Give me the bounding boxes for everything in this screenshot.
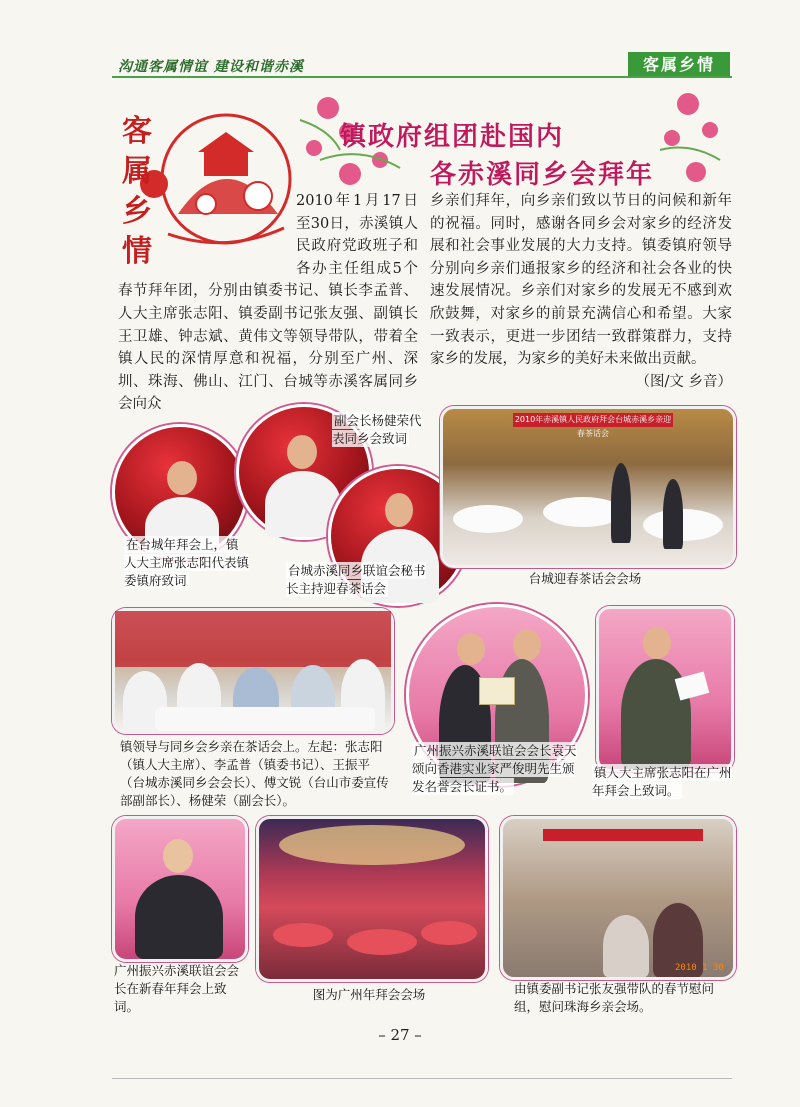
emblem-text: 客属乡情 [122, 114, 152, 269]
caption-4: 台城迎春茶话会会场 [528, 571, 642, 586]
caption-3-text: 台城赤溪同乡联谊会秘书长主持迎春茶话会 [286, 563, 426, 596]
caption-7 [592, 764, 732, 800]
hall-banner: 2010年赤溪镇人民政府拜会台城赤溪乡亲迎春茶话会 [514, 415, 672, 438]
photo-leaders-table [112, 608, 394, 734]
header-divider [112, 76, 732, 78]
caption-8: 广州振兴赤溪联谊会会长在新春年拜会上致词。 [114, 963, 240, 1014]
article-title-line2: 各赤溪同乡会拜年 [430, 160, 655, 190]
caption-10: 由镇委副书记张友强带队的春节慰问组，慰问珠海乡亲会场。 [514, 981, 715, 1014]
date-stamp: 2010 1 30 [675, 963, 724, 973]
caption-6-text: 广州振兴赤溪联谊会会长袁天颂向香港实业家严俊明先生颁发名誉会长证书。 [412, 743, 577, 794]
caption-5: 镇领导与同乡会乡亲在茶话会上。左起：张志阳（镇人大主席）、李孟普（镇委书记）、王振平（台城赤溪同乡会会长）、傅文锐（台山市委宣传部副部长）、杨健荣（副会长）。 [120, 739, 389, 808]
photo-speaker-zhang [596, 606, 734, 772]
caption-2 [332, 412, 432, 448]
caption-1-text: 在台城年拜会上，镇人大主席张志阳代表镇委镇府致词 [124, 537, 250, 588]
page-number: – 27 – [378, 1026, 422, 1044]
photo-association-president [112, 816, 248, 962]
header-slogan: 沟通客属情谊 建设和谐赤溪 [118, 59, 304, 75]
caption-7-text: 镇人大主席张志阳在广州年拜会上致词。 [592, 765, 732, 798]
article-title-line1: 镇政府组团赴国内 [340, 122, 565, 152]
emblem-wrap-spacer [118, 190, 296, 278]
caption-3 [286, 562, 426, 598]
caption-2-text: 副会长杨健荣代表同乡会致词 [332, 413, 422, 446]
photo-guangzhou-hall [256, 816, 488, 982]
section-tag: 客属乡情 [628, 52, 730, 78]
article-col2-text: 乡亲们拜年，向乡亲们致以节日的问候和新年的祝福。同时，感谢各同乡会对家乡的经济发展和社会事业发展的大力支持。镇委镇府领导分别向乡亲们通报家乡的经济和社会各业的快速发展情况。乡亲们对家乡的发展无不感到欢欣鼓舞，对家乡的前景充满信心和希望。大家一致表示，更进一步团结一致群策群力，支持家乡的发展，为家乡的美好未来做出贡献。 [430, 193, 732, 368]
footer-divider [112, 1078, 732, 1079]
article-col2 [430, 190, 732, 393]
photo-zhuhai-gathering [500, 816, 736, 980]
caption-9: 图为广州年拜会会场 [312, 987, 426, 1002]
photo-tea-party-hall [440, 406, 736, 568]
caption-1 [124, 536, 250, 590]
article-col1 [118, 190, 418, 416]
article-col1-text: 2010年1月17日至30日，赤溪镇人民政府党政班子和各办主任组成5个春节拜年团，分别由镇委书记、镇长李孟普、人大主席张志阳、镇委副书记张友强、副镇长王卫雄、钟志斌、黄伟文等领导带队，带着全镇人民的深情厚意和祝福，分别至广州、深圳、珠海、佛山、江门、台城等赤溪客属同乡会向众 [118, 193, 418, 413]
article-byline: （图/文 乡音） [635, 373, 732, 390]
caption-6 [412, 742, 584, 796]
